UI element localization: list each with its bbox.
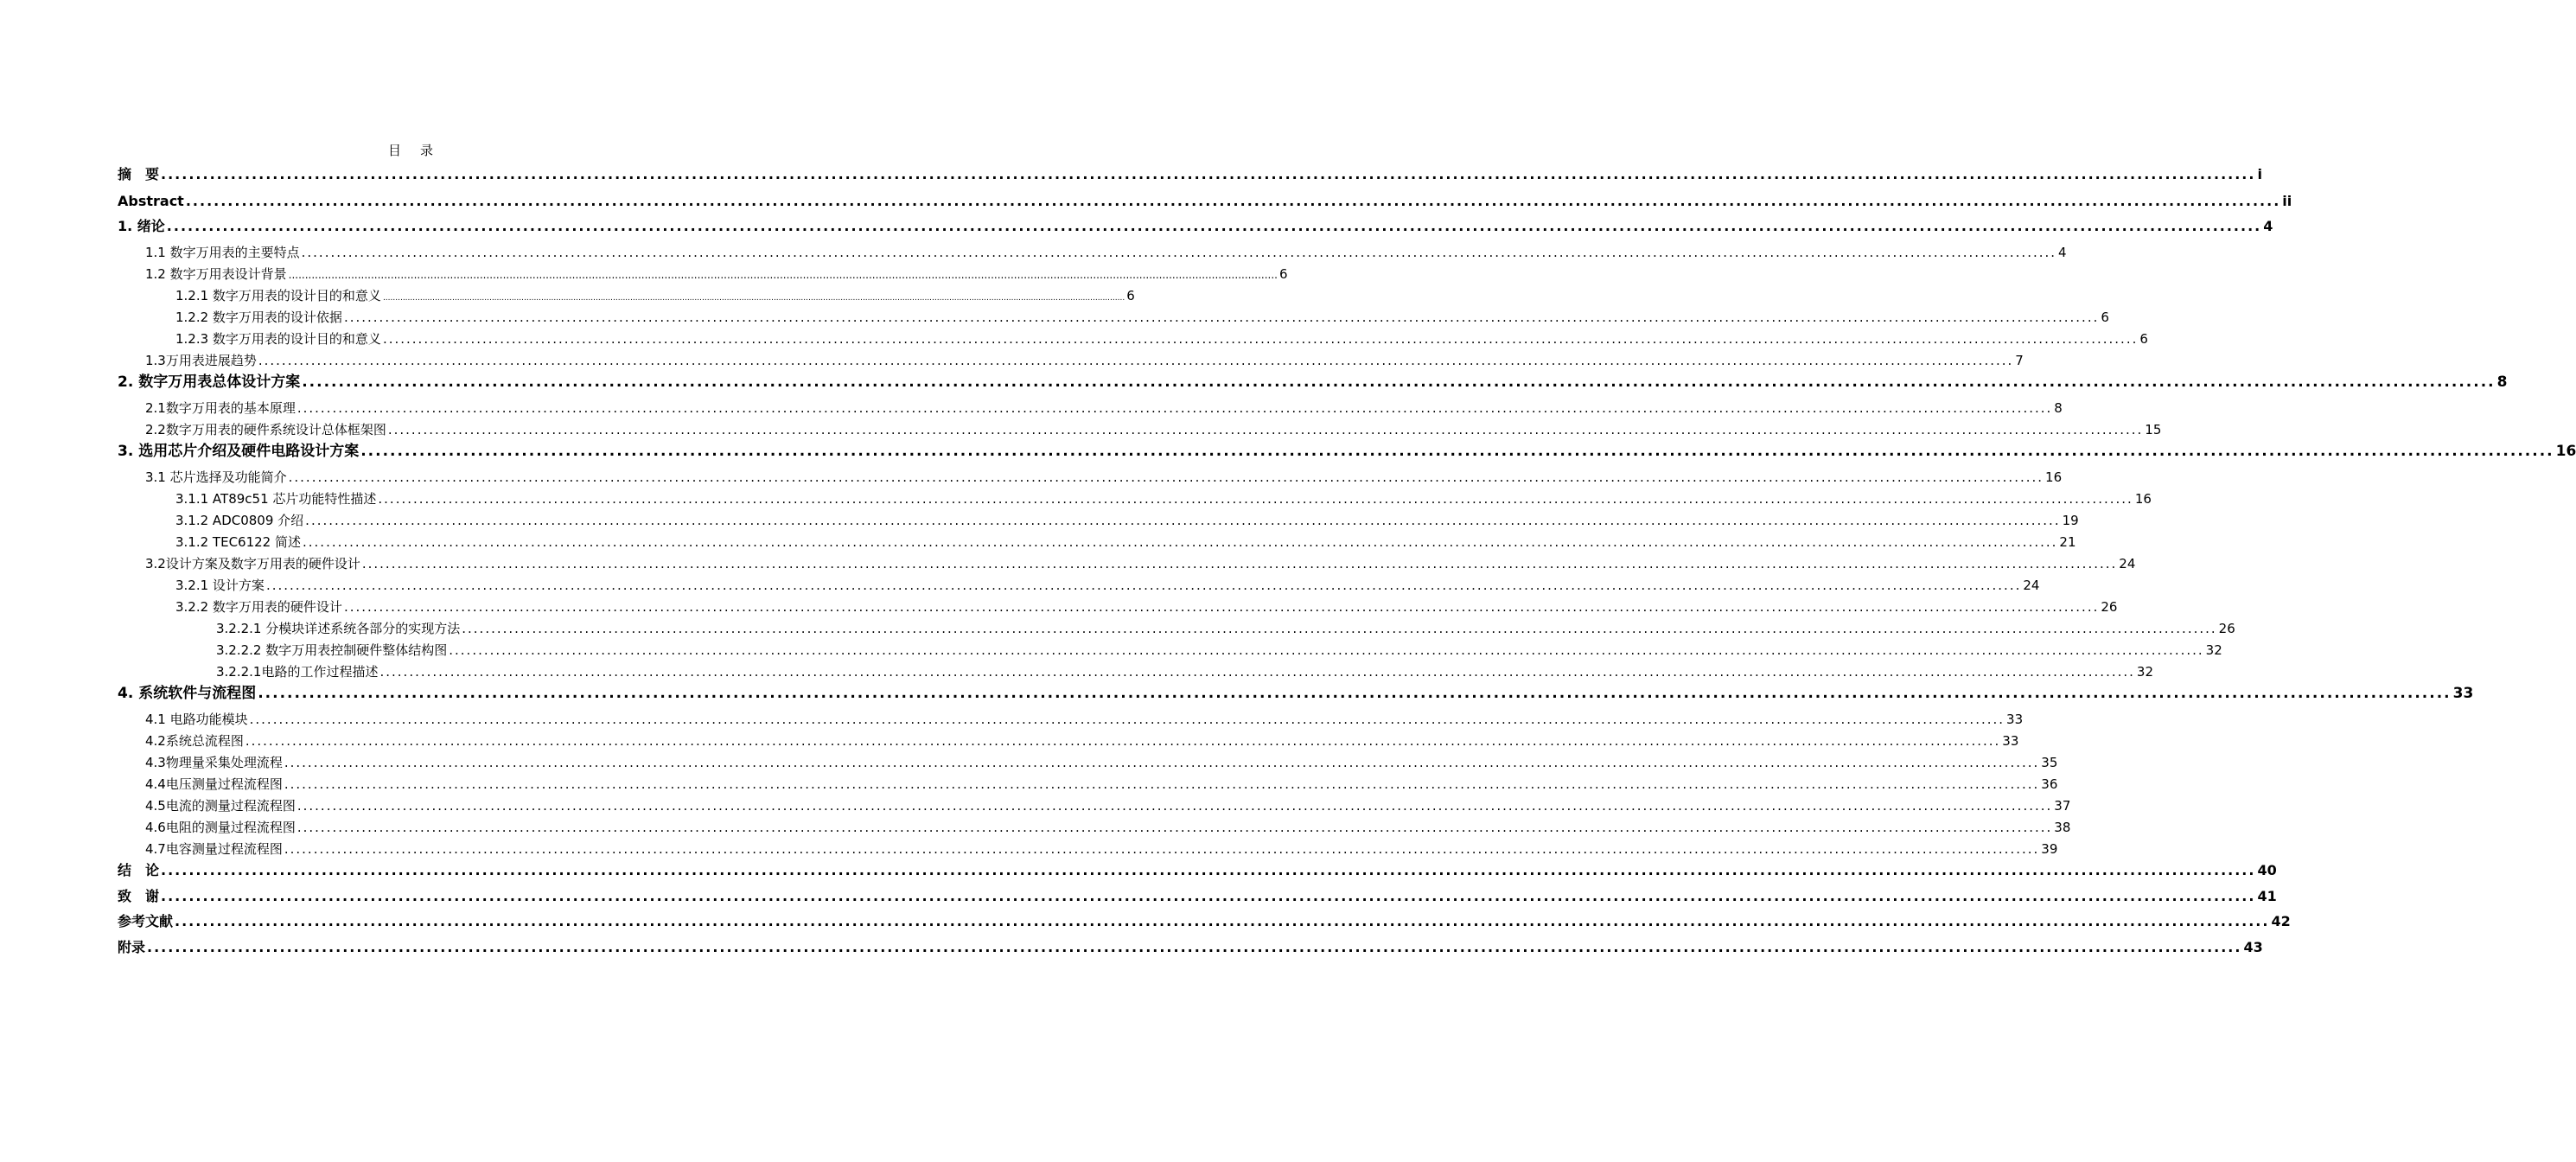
toc-leader-dots: ............................................................................................................................................................................................................................................................................................................ [379, 664, 2135, 680]
toc-entry[interactable] [118, 218, 2273, 235]
toc-leader-dots: ............................................................................................................................................................................................................................................................................................................ [161, 888, 2256, 904]
toc-entry-page: 6 [2101, 310, 2109, 325]
toc-entry[interactable] [175, 287, 1135, 307]
toc-entry[interactable] [175, 577, 2040, 594]
toc-entry[interactable] [145, 819, 2071, 836]
toc-leader-dots: ............................................................................................................................................................................................................................................................................................................ [175, 913, 2270, 929]
toc-leader-dots: ............................................................................................................................................................................................................................................................................................................ [258, 685, 2452, 702]
toc-entry-label: 4.5电流的测量过程流程图 [145, 798, 296, 814]
toc-entry-label: 4. 系统软件与流程图 [118, 685, 257, 702]
toc-entry-label: 3.1 芯片选择及功能简介 [145, 469, 287, 485]
toc-entry[interactable] [145, 840, 2058, 858]
toc-leader-dots: ............................................................................................................................................................................................................................................................................................................ [288, 469, 2044, 485]
toc-entry-label: 1.2.2 数字万用表的设计依据 [175, 310, 342, 325]
toc-leader-dots: ............................................................................................................................................................................................................................................................................................................ [284, 776, 2040, 792]
toc-entry[interactable] [118, 193, 2292, 210]
toc-entry-page: 15 [2145, 422, 2162, 437]
toc-entry-page: 16 [2045, 469, 2063, 485]
toc-entry-label: 结 论 [118, 862, 160, 878]
toc-entry-label: 3.1.1 AT89c51 芯片功能特性描述 [175, 491, 377, 507]
toc-entry-page: 33 [2006, 712, 2024, 727]
toc-leader-dots: ............................................................................................................................................................................................................................................................................................................ [296, 820, 2053, 835]
toc-entry[interactable] [175, 598, 2118, 616]
toc-entry-page: 43 [2243, 939, 2263, 955]
toc-leader-dots: ............................................................................................................................................................................................................................................................................................................ [361, 556, 2118, 571]
toc-leader-dots: ............................................................................................................................................................................................................................................................................................................ [284, 841, 2040, 857]
toc-entry[interactable] [118, 685, 2474, 702]
toc-entry[interactable] [216, 642, 2222, 659]
toc-entry-page: 33 [2452, 685, 2474, 702]
toc-entry[interactable] [145, 732, 2019, 750]
toc-leader-dots: ............................................................................................................................................................................................................................................................................................................ [387, 422, 2144, 437]
toc-entry[interactable] [145, 421, 2162, 438]
toc-leader-dots: ............................................................................................................................................................................................................................................................................................................ [301, 245, 2057, 260]
toc-entry[interactable] [175, 533, 2076, 551]
toc-entry-page: 36 [2041, 776, 2058, 792]
toc-leader-dots: ............................................................................................................................................................................................................................................................................................................ [258, 353, 2014, 368]
toc-entry-page: i [2257, 166, 2262, 182]
toc-entry-page: 21 [2059, 534, 2076, 550]
toc-entry-label: 3.2.2.1 分模块详述系统各部分的实现方法 [216, 621, 461, 636]
toc-leader-dots: ............................................................................................................................................................................................................................................................................................................ [245, 733, 2001, 749]
toc-entry-label: 4.1 电路功能模块 [145, 712, 248, 727]
toc-entry-label: 3.1.2 TEC6122 简述 [175, 534, 301, 550]
toc-leader-dots: ............................................................................................................................................................................................................................................................................................................ [265, 578, 2022, 593]
toc-entry-page: 24 [2119, 556, 2136, 571]
toc-entry[interactable] [145, 711, 2024, 728]
toc-leader-dots: ............................................................................................................................................................................................................................................................................................................ [296, 400, 2053, 416]
toc-leader-dots: ............................................................................................................................................................................................................................................................................................................ [161, 166, 2256, 182]
toc-entry-label: 1.1 数字万用表的主要特点 [145, 245, 300, 260]
toc-entry-page: 6 [1126, 288, 1135, 303]
toc-entry-label: 3.2.1 设计方案 [175, 578, 265, 593]
toc-leader-dots: ............................................................................................................................................................................................................................................................................................................ [343, 310, 2100, 325]
toc-leader-dots: ............................................................................................................................................................................................................................................................................................................ [449, 642, 2204, 658]
toc-entry[interactable] [118, 862, 2277, 879]
toc-entry[interactable] [118, 939, 2263, 956]
toc-entry-label: 3. 选用芯片介绍及硬件电路设计方案 [118, 443, 360, 460]
toc-leader-dots: ............................................................................................................................................................................................................................................................................................................ [303, 534, 2058, 550]
toc-leader-dots: ............................................................................................................................................................................................................................................................................................................ [288, 269, 1278, 281]
toc-entry[interactable] [175, 330, 2148, 348]
toc-entry[interactable] [216, 663, 2153, 680]
toc-leader-dots: ............................................................................................................................................................................................................................................................................................................ [305, 513, 2061, 528]
toc-leader-dots: ............................................................................................................................................................................................................................................................................................................ [166, 218, 2262, 234]
toc-leader-dots: ............................................................................................................................................................................................................................................................................................................ [249, 712, 2005, 727]
toc-entry-label: 参考文献 [118, 913, 174, 929]
toc-entry-page: 26 [2218, 621, 2235, 636]
toc-entry[interactable] [145, 469, 2063, 486]
toc-entry[interactable] [145, 797, 2071, 814]
toc-leader-dots: ............................................................................................................................................................................................................................................................................................................ [296, 798, 2053, 814]
toc-entry-label: 4.2系统总流程图 [145, 733, 244, 749]
toc-entry-page: 16 [2134, 491, 2152, 507]
toc-entry-label: 1.3万用表进展趋势 [145, 353, 257, 368]
toc-leader-dots: ............................................................................................................................................................................................................................................................................................................ [302, 374, 2496, 391]
toc-entry[interactable] [145, 754, 2058, 771]
toc-entry[interactable] [118, 166, 2262, 183]
toc-entry-page: 6 [1278, 266, 1288, 282]
toc-leader-dots: ............................................................................................................................................................................................................................................................................................................ [382, 294, 1125, 303]
toc-entry-page: 4 [2058, 245, 2067, 260]
toc-entry-label: 1.2.3 数字万用表的设计目的和意义 [175, 331, 381, 347]
toc-entry[interactable] [175, 490, 2152, 508]
toc-entry-page: 16 [2555, 443, 2576, 460]
toc-entry[interactable] [118, 443, 2576, 460]
toc-entry-page: 32 [2205, 642, 2222, 658]
toc-entry-page: 42 [2271, 913, 2291, 929]
toc-entry[interactable] [145, 352, 2024, 369]
toc-entry-page: 19 [2062, 513, 2079, 528]
toc-leader-dots: ............................................................................................................................................................................................................................................................................................................ [161, 862, 2256, 878]
toc-leader-dots: ............................................................................................................................................................................................................................................................................................................ [185, 193, 2281, 209]
toc-entry-page: 26 [2101, 599, 2118, 615]
toc-entry-page: 4 [2263, 218, 2273, 234]
toc-entry-label: 2. 数字万用表总体设计方案 [118, 374, 301, 391]
toc-entry[interactable] [145, 265, 1288, 284]
toc-entry-page: 32 [2136, 664, 2153, 680]
toc-entry-label: 3.1.2 ADC0809 介绍 [175, 513, 304, 528]
toc-entry-label: 3.2.2 数字万用表的硬件设计 [175, 599, 342, 615]
toc-entry-page: 8 [2496, 374, 2508, 391]
toc-entry-label: 4.7电容测量过程流程图 [145, 841, 283, 857]
toc-entry[interactable] [175, 512, 2079, 529]
toc-entry-page: 6 [2139, 331, 2148, 347]
toc-entry-label: 3.2.2.2 数字万用表控制硬件整体结构图 [216, 642, 448, 658]
toc-entry-page: ii [2282, 193, 2292, 209]
toc-entry-label: 附录 [118, 939, 146, 955]
toc-leader-dots: ............................................................................................................................................................................................................................................................................................................ [343, 599, 2100, 615]
toc-entry-page: 38 [2054, 820, 2071, 835]
toc-entry-label: 致 谢 [118, 888, 160, 904]
toc-entry[interactable] [175, 309, 2109, 326]
toc-entry[interactable] [118, 888, 2277, 905]
toc-entry[interactable] [145, 244, 2067, 261]
toc-entry-label: 1. 绪论 [118, 218, 165, 234]
toc-leader-dots: ............................................................................................................................................................................................................................................................................................................ [462, 621, 2217, 636]
toc-entry-label: 1.2.1 数字万用表的设计目的和意义 [175, 288, 381, 303]
toc-entry-page: 33 [2002, 733, 2019, 749]
toc-leader-dots: ............................................................................................................................................................................................................................................................................................................ [382, 331, 2139, 347]
toc-entry-label: Abstract [118, 193, 184, 209]
toc-leader-dots: ............................................................................................................................................................................................................................................................................................................ [378, 491, 2133, 507]
toc-entry-page: 8 [2054, 400, 2063, 416]
toc-entry-label: 3.2设计方案及数字万用表的硬件设计 [145, 556, 360, 571]
toc-entry-page: 41 [2257, 888, 2277, 904]
toc-entry-label: 2.1数字万用表的基本原理 [145, 400, 296, 416]
toc-leader-dots: ............................................................................................................................................................................................................................................................................................................ [147, 939, 2242, 955]
toc-entry[interactable] [216, 620, 2235, 637]
toc-entry-page: 37 [2054, 798, 2071, 814]
toc-entry-label: 3.2.2.1电路的工作过程描述 [216, 664, 379, 680]
toc-entry-label: 1.2 数字万用表设计背景 [145, 266, 287, 282]
toc-entry-page: 35 [2041, 755, 2058, 770]
toc-entry-label: 4.6电阻的测量过程流程图 [145, 820, 296, 835]
toc-entry[interactable] [145, 776, 2058, 793]
toc-entry-label: 2.2数字万用表的硬件系统设计总体框架图 [145, 422, 386, 437]
toc-entry-label: 摘 要 [118, 166, 160, 182]
toc-entry[interactable] [118, 374, 2508, 391]
toc-entry[interactable] [118, 913, 2291, 930]
toc-entry-page: 7 [2015, 353, 2024, 368]
toc-leader-dots: ............................................................................................................................................................................................................................................................................................................ [360, 443, 2554, 460]
toc-entry-page: 40 [2257, 862, 2277, 878]
toc-entry[interactable] [145, 399, 2063, 417]
toc-entry-page: 39 [2041, 841, 2058, 857]
toc-entry-page: 24 [2023, 578, 2040, 593]
toc-entry-label: 4.4电压测量过程流程图 [145, 776, 283, 792]
toc-title: 目录 [387, 143, 452, 158]
toc-leader-dots: ............................................................................................................................................................................................................................................................................................................ [284, 755, 2040, 770]
toc-entry-label: 4.3物理量采集处理流程 [145, 755, 283, 770]
toc-entry[interactable] [145, 555, 2136, 572]
